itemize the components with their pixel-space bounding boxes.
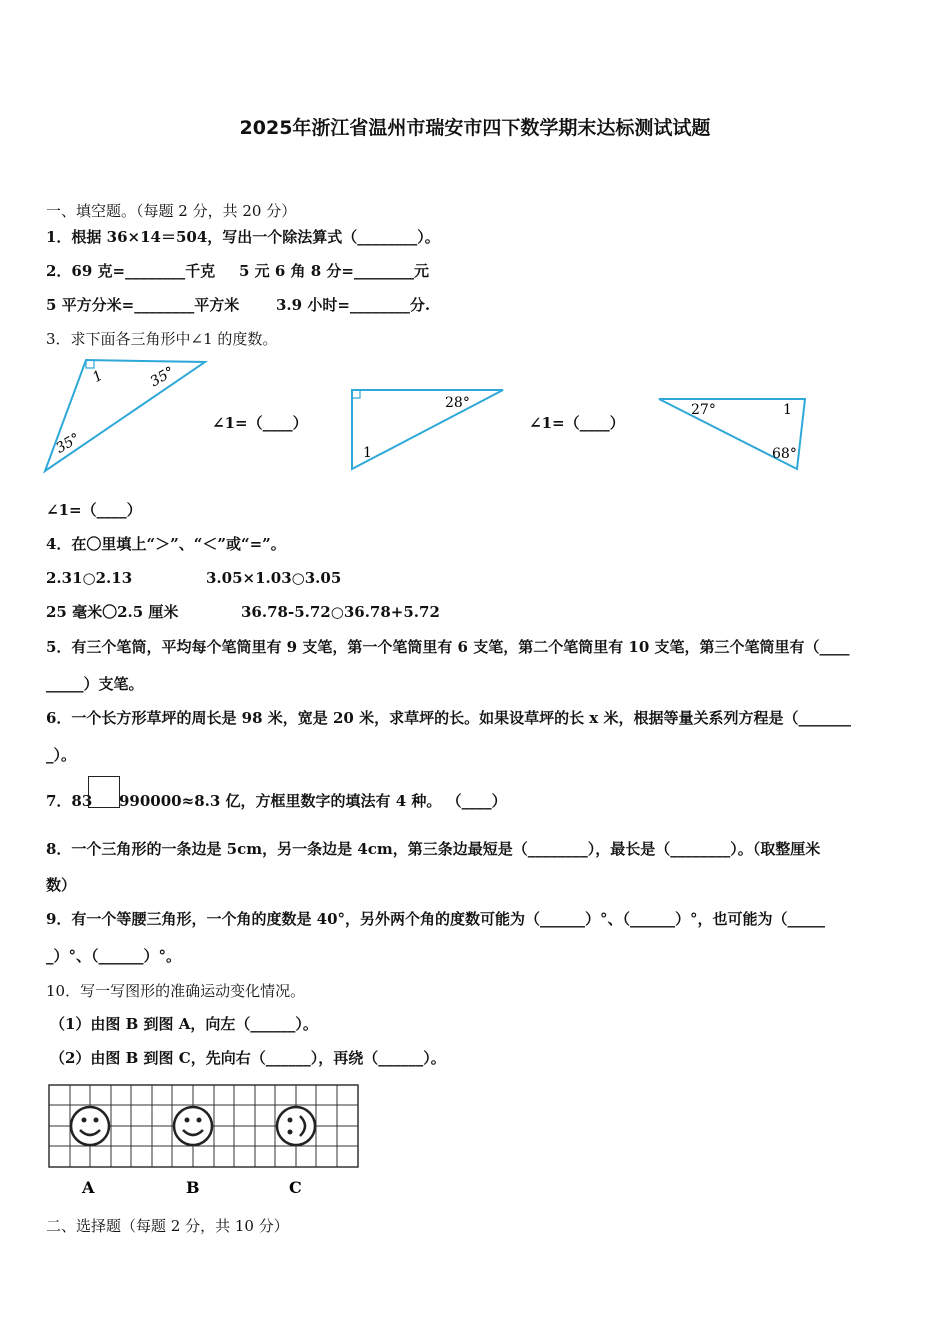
question-7-prefix: 7．83 [46, 792, 93, 810]
page-title: 2025年浙江省温州市瑞安市四下数学期末达标测试试题 [239, 117, 711, 139]
triangle-2-label-a: 28° [445, 395, 470, 411]
face-a-icon [71, 1107, 109, 1145]
question-4c: 25 毫米〇2.5 厘米 [46, 603, 179, 621]
triangle-1-answer: ∠1=（____） [212, 414, 308, 432]
digit-box [88, 776, 120, 808]
grid-label-a: A [82, 1178, 95, 1197]
transformation-grid [46, 1080, 366, 1205]
section-1-heading: 一、填空题。（每题 2 分，共 20 分） [46, 202, 297, 220]
question-5-line-2: _____）支笔。 [46, 675, 144, 693]
triangle-3-answer: ∠1=（____） [46, 501, 142, 519]
face-c-icon [277, 1107, 315, 1145]
grid-label-c: C [289, 1178, 302, 1197]
question-9-line-2: _）°、（______）°。 [46, 947, 182, 965]
face-b-icon [174, 1107, 212, 1145]
question-4b: 3.05×1.03○3.05 [206, 569, 342, 587]
triangle-3-figure [655, 393, 815, 475]
question-2b: 5 元 6 角 8 分=________元 [239, 262, 429, 280]
triangle-1-label-b: 35° [147, 363, 178, 391]
question-8-line-1: 8．一个三角形的一条边是 5cm，另一条边是 4cm，第三条边最短是（________），最长是（________）。（取整厘米 [46, 840, 821, 858]
section-2-heading: 二、选择题（每题 2 分，共 10 分） [46, 1217, 289, 1235]
triangle-2-shape [352, 390, 503, 469]
triangle-1-label-c: 35° [53, 430, 83, 457]
triangle-1-right-angle-mark [86, 360, 94, 368]
triangle-3-label-a: 27° [691, 402, 716, 418]
triangle-2-right-angle-mark [352, 390, 360, 398]
question-2d: 3.9 小时=________分. [276, 296, 431, 314]
question-3: 3．求下面各三角形中∠1 的度数。 [46, 330, 278, 348]
question-9-line-1: 9．有一个等腰三角形，一个角的度数是 40°，另外两个角的度数可能为（______）°、（______）°，也可能为（_____ [46, 910, 826, 928]
triangle-3-label-b: 1 [783, 402, 792, 418]
question-5-line-1: 5．有三个笔筒，平均每个笔筒里有 9 支笔，第一个笔筒里有 6 支笔，第二个笔筒里有 10 支笔，第三个笔筒里有（____ [46, 638, 850, 656]
question-4d: 36.78-5.72○36.78+5.72 [241, 603, 440, 621]
question-10: 10．写一写图形的准确运动变化情况。 [46, 982, 306, 1000]
question-2c: 5 平方分米=________平方米 [46, 296, 240, 314]
question-1: 1．根据 36×14＝504，写出一个除法算式（________）。 [46, 228, 440, 246]
grid-label-b: B [186, 1178, 200, 1197]
question-2a: 2．69 克=________千克 [46, 262, 216, 280]
triangle-1-figure [40, 355, 215, 480]
question-6-line-2: _）。 [46, 746, 77, 764]
question-8-line-2: 数） [46, 876, 77, 894]
triangle-2-answer: ∠1=（____） [529, 414, 625, 432]
question-4a: 2.31○2.13 [46, 569, 133, 587]
triangle-1-label-a: 1 [90, 367, 106, 386]
triangle-2-label-b: 1 [363, 445, 372, 461]
question-10-part-2: （2）由图 B 到图 C，先向右（______），再绕（______）。 [50, 1049, 446, 1067]
triangle-2-figure [345, 383, 510, 475]
question-6-line-1: 6．一个长方形草坪的周长是 98 米，宽是 20 米，求草坪的长。如果设草坪的长 x 米，根据等量关系列方程是（_______ [46, 709, 851, 727]
question-10-part-1: （1）由图 B 到图 A，向左（______）。 [50, 1015, 318, 1033]
question-4: 4．在〇里填上“＞”、“＜”或“=”。 [46, 535, 286, 553]
triangle-1-shape [45, 360, 205, 471]
question-7-suffix: 990000≈8.3 亿，方框里数字的填法有 4 种。 （____） [119, 792, 507, 810]
triangle-3-label-c: 68° [772, 446, 797, 462]
